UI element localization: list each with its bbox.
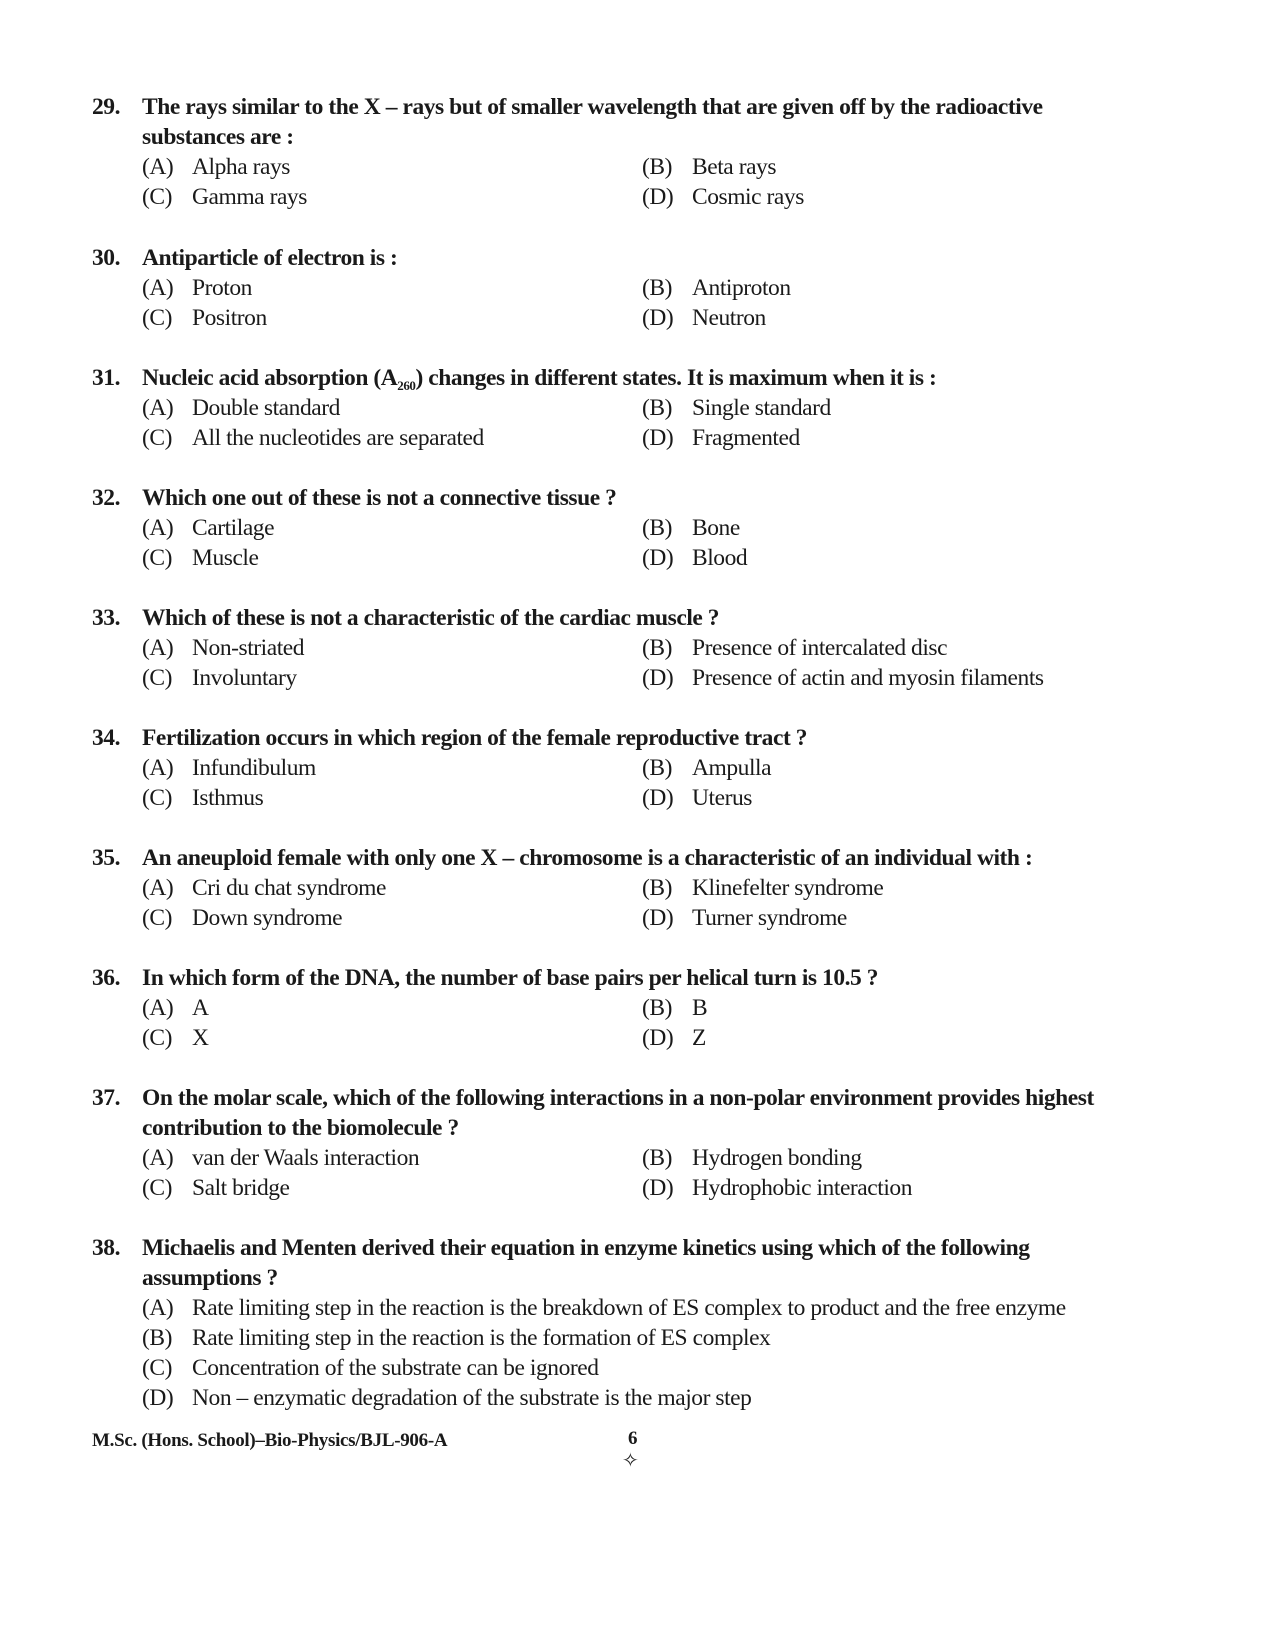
question-number: 37. [92,1085,121,1111]
option-text: Presence of intercalated disc [692,635,948,661]
option-c [142,663,297,693]
question-37 [0,1083,1275,1201]
option-text: Fragmented [692,425,800,451]
option-text: Down syndrome [192,905,343,931]
option-label: (A) [142,1145,174,1171]
option-text: Rate limiting step in the reaction is the breakdown of ES complex to product and the free enzyme [192,1295,1066,1321]
option-text: Non-striated [192,635,305,661]
question-31 [0,363,1275,451]
question-33 [0,603,1275,691]
option-text: Muscle [192,545,259,571]
option-text: Infundibulum [192,755,316,781]
option-label: (D) [642,1175,674,1201]
question-text [142,363,1122,393]
subscript: 260 [397,378,416,393]
option-text: Concentration of the substrate can be ignored [192,1355,599,1381]
question-number: 36. [92,965,121,991]
option-label: (A) [142,395,174,421]
option-label: (D) [642,425,674,451]
question-number: 35. [92,845,121,871]
option-d [142,1383,751,1413]
question-text: Michaelis and Menten derived their equation in enzyme kinetics using which of the following assumptions ? [142,1235,1030,1291]
option-label: (C) [142,785,172,811]
option-c [142,783,263,813]
option-label: (B) [642,995,672,1021]
option-label: (B) [642,395,672,421]
question-32 [0,483,1275,571]
option-label: (C) [142,184,172,210]
question-35 [0,843,1275,931]
option-c [142,303,267,333]
option-label: (D) [642,305,674,331]
page-number: 6 [628,1428,638,1449]
option-text: Non – enzymatic degradation of the substrate is the major step [192,1385,752,1411]
option-text: B [692,995,708,1021]
option-b [642,393,831,423]
option-label: (B) [642,635,672,661]
question-36 [0,963,1275,1051]
option-d [642,1173,912,1203]
option-label: (B) [642,755,672,781]
option-d [642,783,752,813]
question-number: 34. [92,725,121,751]
option-b [642,1143,862,1173]
option-text: Cosmic rays [692,184,804,210]
option-label: (C) [142,1175,172,1201]
option-label: (B) [642,515,672,541]
option-a [142,273,252,303]
option-label: (C) [142,305,172,331]
option-a [142,753,316,783]
option-text: Beta rays [692,154,777,180]
question-text: An aneuploid female with only one X – chromosome is a characteristic of an individual with : [142,845,1033,871]
question-text: Fertilization occurs in which region of the female reproductive tract ? [142,725,808,751]
option-text: Single standard [692,395,831,421]
option-label: (C) [142,1025,172,1051]
option-label: (B) [642,875,672,901]
option-label: (D) [642,545,674,571]
question-text: Which of these is not a characteristic of the cardiac muscle ? [142,605,720,631]
question-number: 32. [92,485,121,511]
option-text: Isthmus [192,785,264,811]
option-text: Alpha rays [192,154,290,180]
option-b [642,993,707,1023]
option-text: Blood [692,545,748,571]
option-label: (C) [142,1355,172,1381]
option-text: A [192,995,209,1021]
option-label: (C) [142,665,172,691]
option-text: Antiproton [692,275,791,301]
option-c [142,423,484,453]
question-stem [0,243,1275,273]
option-b [142,1323,770,1353]
question-29 [0,92,1275,210]
option-text: Turner syndrome [692,905,847,931]
option-a [142,873,386,903]
option-text: Proton [192,275,252,301]
option-d [642,1023,706,1053]
option-a [142,152,290,182]
question-30 [0,243,1275,331]
option-label: (D) [642,905,674,931]
option-text: Cri du chat syndrome [192,875,386,901]
question-stem [0,963,1275,993]
option-text: Positron [192,305,267,331]
question-number: 29. [92,94,121,120]
option-label: (C) [142,425,172,451]
option-label: (A) [142,995,174,1021]
option-label: (C) [142,905,172,931]
option-label: (A) [142,1295,174,1321]
question-text: Which one out of these is not a connective tissue ? [142,485,617,511]
option-text: Rate limiting step in the reaction is the formation of ES complex [192,1325,771,1351]
option-d [642,663,1044,693]
question-stem [0,723,1275,753]
option-label: (B) [642,275,672,301]
option-b [642,753,771,783]
option-text: Double standard [192,395,340,421]
option-b [642,152,776,182]
option-d [642,423,800,453]
option-label: (A) [142,515,174,541]
question-text: On the molar scale, which of the following interactions in a non-polar environment provides highest contribution to the biomolecule ? [142,1085,1094,1141]
question-text: In which form of the DNA, the number of base pairs per helical turn is 10.5 ? [142,965,879,991]
option-label: (D) [642,184,674,210]
option-text: Ampulla [692,755,772,781]
option-b [642,273,791,303]
option-d [642,303,766,333]
question-stem [0,363,1275,393]
question-text-part: Nucleic acid absorption (A [142,365,398,391]
option-label: (D) [642,665,674,691]
option-text: Bone [692,515,740,541]
option-label: (B) [642,154,672,180]
option-b [642,873,883,903]
question-stem [0,603,1275,633]
option-label: (A) [142,635,174,661]
option-label: (B) [142,1325,172,1351]
option-c [142,903,342,933]
option-c [142,182,307,212]
option-b [642,513,740,543]
option-text: van der Waals interaction [192,1145,420,1171]
option-a [142,633,304,663]
option-text: Gamma rays [192,184,307,210]
question-text: The rays similar to the X – rays but of smaller wavelength that are given off by the radioactive substances are : [142,94,1043,150]
option-text: All the nucleotides are separated [192,425,484,451]
course-code: M.Sc. (Hons. School)–Bio-Physics/BJL-906-A [92,1430,448,1451]
option-text: Involuntary [192,665,297,691]
option-c [142,543,258,573]
option-d [642,543,747,573]
question-stem [0,92,1275,152]
option-d [642,182,804,212]
option-text: Hydrogen bonding [692,1145,862,1171]
option-a [142,1293,1066,1323]
option-text: X [192,1025,209,1051]
option-label: (A) [142,875,174,901]
option-label: (A) [142,275,174,301]
option-text: Presence of actin and myosin filaments [692,665,1044,691]
option-a [142,513,274,543]
option-text: Uterus [692,785,752,811]
option-label: (C) [142,545,172,571]
question-38 [0,1233,1275,1411]
question-stem [0,483,1275,513]
option-label: (A) [142,154,174,180]
option-text: Klinefelter syndrome [692,875,884,901]
option-text: Neutron [692,305,766,331]
option-text: Z [692,1025,706,1051]
question-number: 30. [92,245,121,271]
option-c [142,1173,290,1203]
question-stem [0,1233,1275,1293]
option-label: (D) [142,1385,174,1411]
option-label: (B) [642,1145,672,1171]
option-label: (D) [642,1025,674,1051]
option-label: (A) [142,755,174,781]
option-text: Cartilage [192,515,275,541]
question-stem [0,843,1275,873]
question-34 [0,723,1275,811]
question-stem [0,1083,1275,1143]
option-text: Salt bridge [192,1175,290,1201]
option-d [642,903,847,933]
ornament-icon: ✧ [622,1450,639,1472]
question-text: Antiparticle of electron is : [142,245,398,271]
question-number: 33. [92,605,121,631]
question-number: 31. [92,365,121,391]
question-number: 38. [92,1235,121,1261]
option-a [142,993,209,1023]
option-text: Hydrophobic interaction [692,1175,913,1201]
option-label: (D) [642,785,674,811]
option-a [142,1143,419,1173]
question-text-part: ) changes in different states. It is maximum when it is : [415,365,937,391]
option-c [142,1023,209,1053]
option-c [142,1353,599,1383]
option-a [142,393,340,423]
option-b [642,633,947,663]
